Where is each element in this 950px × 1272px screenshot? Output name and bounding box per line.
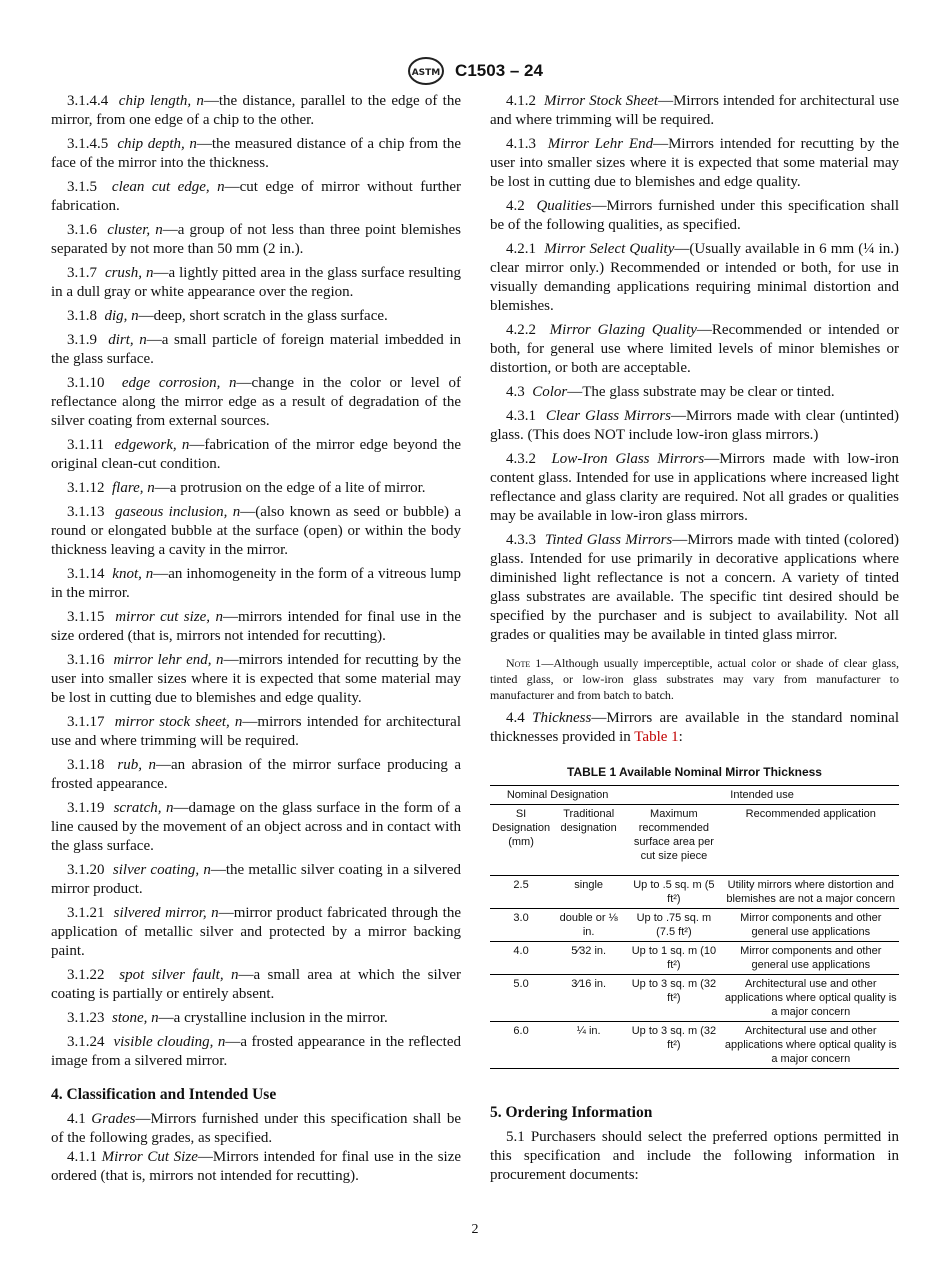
paragraph-4-2-1: 4.2.1 Mirror Select Quality—(Usually available in 6 mm (¼ in.) clear mirror only.) Recommended or intended or both, for use in visually demanding applications requiring minimal distortion and blemishes. [490, 241, 900, 314]
left-column [51, 92, 461, 1191]
paragraph-4-3-2: 4.3.2 Low-Iron Glass Mirrors—Mirrors made with low-iron content glass. Intended for use in applications where increased light reflectance and glass clarity are required. Not all grades or qualities may be available in low-iron glass mirrors. [490, 451, 900, 524]
table-cell-trad: 5⁄32 in. [552, 942, 625, 975]
definition-3-1-20: 3.1.20 silver coating, n—the metallic silver coating in a silvered mirror product. [51, 862, 461, 897]
table-cell-si: 2.5 [490, 876, 552, 909]
definition-3-1-9: 3.1.9 dirt, n—a small particle of foreign material imbedded in the glass surface. [51, 332, 461, 367]
group-header-nominal: Nominal Designation [490, 786, 625, 805]
definition-3-1-11: 3.1.11 edgework, n—fabrication of the mirror edge beyond the original clean-cut condition. [51, 437, 462, 472]
definition-3-1-7: 3.1.7 crush, n—a lightly pitted area in the glass surface resulting in a dull gray or white appearance over the region. [51, 265, 461, 300]
table-cell-trad: 3⁄16 in. [552, 975, 625, 1022]
table-cell-app: Mirror components and other general use applications [723, 909, 899, 942]
col-header-application: Recommended application [723, 805, 899, 876]
table-cell-app: Mirror components and other general use applications [723, 942, 899, 975]
paragraph-4-2: 4.2 Qualities—Mirrors furnished under this specification shall be of the following qualities, as specified. [490, 198, 900, 233]
table-cell-area: Up to 1 sq. m (10 ft²) [625, 942, 722, 975]
table-cell-trad: single [552, 876, 625, 909]
col-header-si: SI Designation (mm) [490, 805, 552, 876]
document-code: C1503 – 24 [455, 61, 543, 80]
table-cell-si: 5.0 [490, 975, 552, 1022]
paragraph-4-3-3: 4.3.3 Tinted Glass Mirrors—Mirrors made with tinted (colored) glass. Intended for use primarily in decorative applications where diminished light reflectance is not a concern. A variety of tinted glass substrates are available. The specific tint desired should be specified by the purchaser and is subject to availability. Not all grades or qualities may be available in tinted glass mirror. [490, 532, 899, 643]
astm-logo-icon [407, 56, 445, 86]
table-1 [490, 765, 899, 1069]
right-column [490, 92, 899, 1190]
definition-3-1-8: 3.1.8 dig, n—deep, short scratch in the glass surface. [67, 308, 388, 324]
table-row [490, 909, 899, 942]
table-cell-app: Utility mirrors where distortion and blemishes are not a major concern [723, 876, 899, 909]
definition-3-1-4-5: 3.1.4.5 chip depth, n—the measured distance of a chip from the face of the mirror into the thickness. [51, 136, 462, 171]
definition-3-1-15: 3.1.15 mirror cut size, n—mirrors intended for final use in the size ordered (that is, mirrors not intended for recutting). [51, 609, 462, 644]
definition-3-1-10: 3.1.10 edge corrosion, n—change in the color or level of reflectance along the mirror edge as a result of degradation of the silver coating from external sources. [51, 375, 461, 429]
definition-3-1-6: 3.1.6 cluster, n—a group of not less than three point blemishes separated by not more than 50 mm (2 in.). [51, 222, 461, 257]
definition-3-1-4-4: 3.1.4.4 chip length, n—the distance, parallel to the edge of the mirror, from one edge of a chip to the other. [51, 93, 462, 128]
table-cell-trad: double or ⅛ in. [552, 909, 625, 942]
table-cell-si: 3.0 [490, 909, 552, 942]
table-cell-app: Architectural use and other applications where optical quality is a major concern [723, 975, 899, 1022]
page-header [0, 56, 950, 86]
col-header-max-area: Maximum recommended surface area per cut size piece [625, 805, 722, 876]
section-5-heading: 5. Ordering Information [490, 1104, 653, 1121]
paragraph-4-3-1: 4.3.1 Clear Glass Mirrors—Mirrors made with clear (untinted) glass. (This does NOT include low-iron glass mirrors.) [490, 408, 899, 443]
table-row [490, 1022, 899, 1069]
paragraph-4-4: 4.4 Thickness—Mirrors are available in the standard nominal thicknesses provided in Table 1: [490, 710, 899, 745]
table-cell-area: Up to 3 sq. m (32 ft²) [625, 975, 722, 1022]
page-number: 2 [471, 1222, 479, 1237]
paragraph-4-1-3: 4.1.3 Mirror Lehr End—Mirrors intended for recutting by the user into smaller sizes where it is expected that some material may be lost in cutting due to blemishes and edge quality. [490, 136, 900, 190]
definition-3-1-17: 3.1.17 mirror stock sheet, n—mirrors intended for architectural use and where trimming will be required. [51, 714, 462, 749]
definition-3-1-5: 3.1.5 clean cut edge, n—cut edge of mirror without further fabrication. [51, 179, 462, 214]
table-title: TABLE 1 Available Nominal Mirror Thickness [567, 765, 822, 779]
definition-3-1-23: 3.1.23 stone, n—a crystalline inclusion in the mirror. [67, 1010, 388, 1026]
definition-3-1-14: 3.1.14 knot, n—an inhomogeneity in the form of a vitreous lump in the mirror. [51, 566, 462, 601]
table-cell-area: Up to .75 sq. m (7.5 ft²) [625, 909, 722, 942]
definition-3-1-22: 3.1.22 spot silver fault, n—a small area at which the silver coating is partially or entirely absent. [51, 967, 461, 1002]
definition-3-1-18: 3.1.18 rub, n—an abrasion of the mirror surface producing a frosted appearance. [51, 757, 461, 792]
paragraph-4-3: 4.3 Color—The glass substrate may be clear or tinted. [506, 384, 835, 400]
paragraph-4-1: 4.1 Grades—Mirrors furnished under this specification shall be of the following grades, as specified. [51, 1111, 462, 1146]
table-cell-area: Up to 3 sq. m (32 ft²) [625, 1022, 722, 1069]
definition-3-1-12: 3.1.12 flare, n—a protrusion on the edge of a lite of mirror. [67, 480, 426, 496]
definition-3-1-16: 3.1.16 mirror lehr end, n—mirrors intended for recutting by the user into smaller sizes where it is expected that some material may be lost in cutting due to blemishes and edge quality. [51, 652, 462, 706]
definition-3-1-13: 3.1.13 gaseous inclusion, n—(also known as seed or bubble) a round or elongated bubble at the surface (open) or within the body thickness leaving a cavity in the mirror. [51, 504, 461, 558]
table-cell-area: Up to .5 sq. m (5 ft²) [625, 876, 722, 909]
paragraph-4-2-2: 4.2.2 Mirror Glazing Quality—Recommended or intended or both, for general use where limited levels of minor blemishes or distortion, or both are acceptable. [490, 322, 899, 376]
section-4-heading: 4. Classification and Intended Use [51, 1086, 277, 1103]
table-row [490, 942, 899, 975]
note-1: Note 1—Although usually imperceptible, actual color or shade of clear glass, tinted glass, or low-iron glass substrates may vary from manufacturer to manufacturer and from batch to batch. [490, 656, 899, 702]
table-cell-si: 4.0 [490, 942, 552, 975]
paragraph-4-1-2: 4.1.2 Mirror Stock Sheet—Mirrors intended for architectural use and where trimming will be required. [490, 93, 899, 128]
table-cell-si: 6.0 [490, 1022, 552, 1069]
paragraph-4-1-1: 4.1.1 Mirror Cut Size—Mirrors intended for final use in the size ordered (that is, mirrors not intended for recutting). [51, 1149, 462, 1184]
paragraph-5-1: 5.1 Purchasers should select the preferred options permitted in this specification and include the following information in procurement documents: [490, 1129, 900, 1183]
col-header-traditional: Traditional designation [552, 805, 625, 876]
table-row [490, 876, 899, 909]
table-cell-trad: ¼ in. [552, 1022, 625, 1069]
group-header-intended-use: Intended use [625, 786, 899, 805]
svg-text:ASTM: ASTM [411, 68, 441, 78]
definition-3-1-19: 3.1.19 scratch, n—damage on the glass surface in the form of a line caused by the movement of an object across and in contact with the glass surface. [51, 800, 461, 854]
definition-3-1-24: 3.1.24 visible clouding, n—a frosted appearance in the reflected image from a silvered mirror. [51, 1034, 461, 1069]
definition-3-1-21: 3.1.21 silvered mirror, n—mirror product fabricated through the application of metallic silver and protected by a mirror backing paint. [51, 905, 461, 959]
table-cell-app: Architectural use and other applications where optical quality is a major concern [723, 1022, 899, 1069]
table-row [490, 975, 899, 1022]
table-1-link[interactable]: Table 1 [634, 729, 679, 745]
